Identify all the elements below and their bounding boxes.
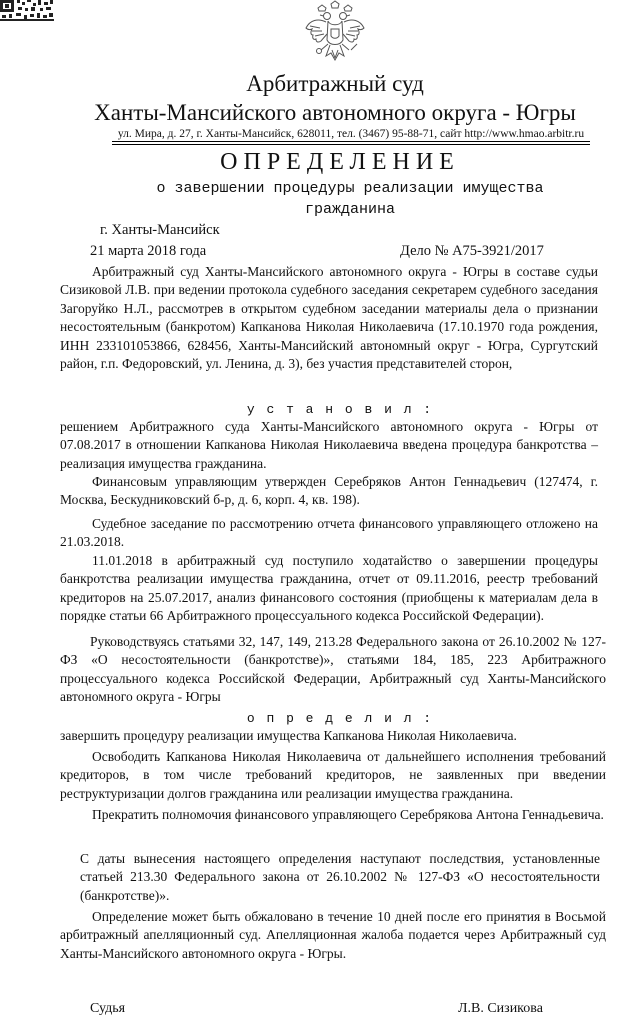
document-city: г. Ханты-Мансийск [100,222,220,238]
document-title: ОПРЕДЕЛЕНИЕ [220,149,460,175]
ruled-paragraph-3: Прекратить полномочия финансового управляющего Серебрякова Антона Геннадьевича. [92,807,604,822]
qr-code [0,0,54,22]
header-divider-bottom [112,144,590,145]
ruled-heading: о п р е д е л и л : [246,711,434,726]
ruled-paragraph-1: завершить процедуру реализации имущества Капканова Николая Николаевича. [60,728,517,743]
ruled-paragraph-4: С даты вынесения настоящего определения наступают последствия, установленные статьей 213.30 Федерального закона от 26.10.2002 № 127-ФЗ «О несостоятельности (банкротстве)». [80,851,600,903]
document-subtitle: о завершении процедуры реализации имущества гражданина [156,180,544,218]
case-number: Дело № А75-3921/2017 [400,243,544,259]
guided-paragraph: Руководствуясь статьями 32, 147, 149, 213.28 Федерального закона от 26.10.2002 № 127-ФЗ «О несостоятельности (банкротстве)», статьями 184, 185, 223 Арбитражного процессуального кодекса Российской Федерации, Арбитражный суд Ханты-Мансийского автономного округа - Югры [60,634,606,705]
established-paragraph-4: 11.01.2018 в арбитражный суд поступило ходатайство о завершении процедуры банкротства реализации имущества гражданина, отчет от 09.11.2016, реестр требований кредиторов на 25.07.2017, анализ финансового состояния (приобщены к материалам дела в порядке статьи 66 Арбитражного процессуального кодекса Российской Федерации). [60,553,598,624]
court-address: ул. Мира, д. 27, г. Ханты-Мансийск, 628011, тел. (3467) 95-88-71, сайт http://www.hmao.arbitr.ru [117,128,585,140]
signature-name: Л.В. Сизикова [458,1001,543,1016]
appeal-paragraph: Определение может быть обжаловано в течение 10 дней после его принятия в Восьмой арбитражный апелляционный суд. Апелляционная жалоба подается через Арбитражный суд Ханты-Мансийского автономного округа - Югры. [60,909,606,961]
established-paragraph-2: Финансовым управляющим утвержден Серебряков Антон Геннадьевич (127474, г. Москва, Бескудниковский б-р, д. 6, корп. 4, кв. 198). [60,474,598,508]
established-paragraph-1: решением Арбитражного суда Ханты-Мансийского автономного округа - Югры от 07.08.2017 в отношении Капканова Николая Николаевича введена процедура банкротства – реализация имущества гражданина. [60,419,598,471]
header-divider-top [112,141,590,142]
court-name-line1: Арбитражный суд [246,71,424,96]
established-paragraph-3: Судебное заседание по рассмотрению отчета финансового управляющего отложено на 21.03.2018. [60,516,598,550]
intro-paragraph: Арбитражный суд Ханты-Мансийского автономного округа - Югры в составе судьи Сизиковой Л.В. при ведении протокола судебного заседания секретарем судебного заседания Загоруйко Н.Л., рассмотрев в открытом судебном заседании материалы дела о признании несостоятельным (банкротом) Капканова Николая Николаевича (17.10.1970 года рождения, ИНН 233101053866, 628456, Ханты-Мансийский автономный округ - Югра, Сургутский район, г.п. Федоровский, ул. Ленина, д. 3), без участия представителей сторон, [60,264,598,372]
established-heading: у с т а н о в и л : [246,402,434,417]
court-name-line2: Ханты-Мансийского автономного округа - Югры [94,100,576,125]
signature-role: Судья [90,1001,126,1016]
coat-of-arms-emblem [304,0,366,66]
document-date: 21 марта 2018 года [90,243,207,259]
ruled-paragraph-2: Освободить Капканова Николая Николаевича от дальнейшего исполнения требований кредиторов, в том числе требований кредиторов, не заявленных при введении реструктуризации долгов гражданина или реализации имущества гражданина. [60,749,606,801]
